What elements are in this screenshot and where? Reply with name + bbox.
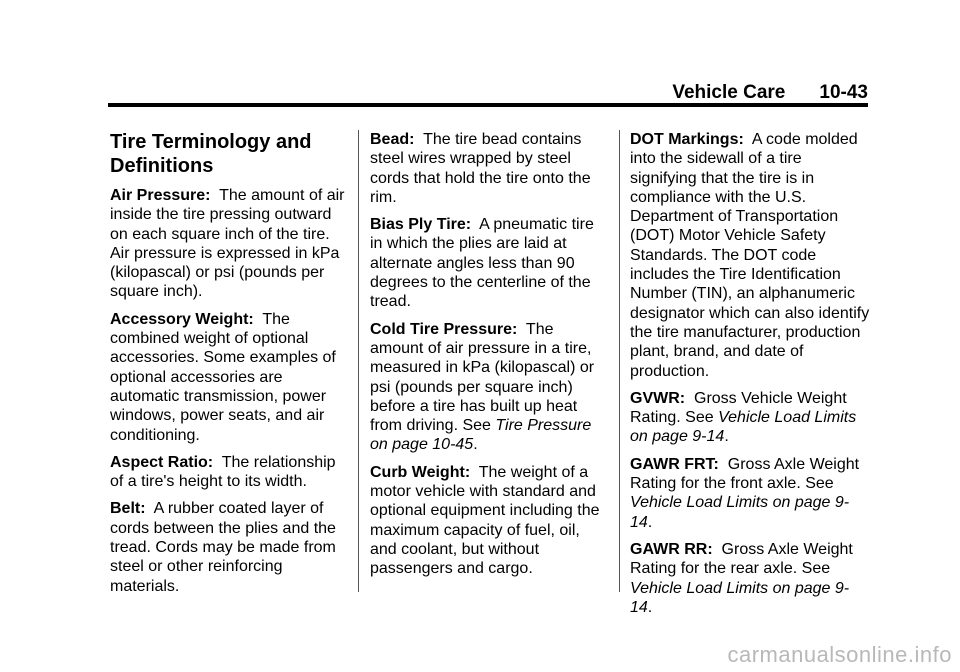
- definition-term: Curb Weight: [370, 463, 465, 481]
- definition-separator: :: [465, 216, 472, 234]
- definition-term: Bead: [370, 131, 410, 148]
- definition-term: DOT Markings: [630, 131, 739, 148]
- definition-separator: :: [248, 310, 254, 328]
- definition-separator: :: [713, 455, 719, 473]
- definition-separator: :: [464, 463, 471, 481]
- definition-text: Gross Axle Weight Rating for the front axle. See: [630, 455, 860, 493]
- definition-entry: [370, 463, 610, 579]
- definition-term: Aspect Ratio: [110, 453, 208, 471]
- definition-tail: .: [473, 436, 478, 454]
- cross-reference-link[interactable]: Tire Pressure on page 10-45: [370, 417, 592, 454]
- definition-separator: :: [511, 320, 518, 338]
- definition-term: Accessory Weight: [110, 310, 249, 328]
- definition-entry: [370, 215, 610, 311]
- page-number: 10-43: [819, 82, 868, 103]
- definition-text: The amount of air pressure in a tire, measured in kPa (kilopascal) or psi (pounds per square inch) before a tire has built up heat from driving. See: [370, 320, 595, 435]
- definition-tail: .: [647, 598, 653, 616]
- definition-tail: .: [724, 428, 729, 446]
- definition-term: Belt: [110, 500, 141, 518]
- definition-separator: :: [205, 187, 211, 204]
- definition-term: Bias Ply Tire: [370, 216, 466, 234]
- definition-list: [370, 130, 610, 579]
- definition-entry: [370, 320, 610, 455]
- definition-entry: [630, 540, 870, 617]
- definition-text: A rubber coated layer of cords between the plies and the tread. Cords may be made from steel or other reinforcing materials.: [110, 500, 336, 595]
- definition-separator: :: [140, 500, 146, 518]
- definition-term: Air Pressure: [110, 187, 206, 204]
- watermark: carmanualsonline.info: [727, 642, 952, 667]
- definition-text: Gross Axle Weight Rating for the rear axle. See: [630, 540, 853, 578]
- definition-list: [110, 186, 350, 596]
- definition-text: Gross Vehicle Weight Rating. See: [630, 389, 847, 427]
- column-2: [370, 130, 610, 587]
- column-divider: [358, 130, 359, 592]
- cross-reference-link[interactable]: Vehicle Load Limits on page 9-14: [630, 409, 857, 446]
- definition-text: The amount of air inside the tire pressing outward on each square inch of the tire. Air pressure is expressed in kPa (kilopascal) or psi (pounds per square inch).: [110, 187, 345, 301]
- definition-text: A code molded into the sidewall of a tire signifying that the tire is in compliance with the U.S. Department of Transportation (DOT) Motor Vehicle Safety Standards. The DOT code includes the Tire Identification Number (TIN), an alphanumeric designator which can also identify the tire manufacturer, production plant, brand, and date of production.: [630, 131, 870, 380]
- definition-term: GVWR: [630, 389, 680, 407]
- definition-entry: [110, 310, 350, 445]
- definition-text: The relationship of a tire's height to its width.: [110, 453, 336, 491]
- definition-separator: :: [679, 389, 686, 407]
- section-heading: Tire Terminology and Definitions: [110, 131, 312, 177]
- definition-entry: [110, 453, 350, 492]
- section-title: Vehicle Care: [672, 82, 786, 103]
- definition-separator: :: [738, 131, 744, 148]
- column-1: [110, 130, 350, 604]
- definition-separator: :: [207, 453, 214, 471]
- definition-term: Cold Tire Pressure: [370, 320, 512, 338]
- definition-entry: [370, 130, 610, 207]
- definition-term: GAWR FRT: [630, 455, 714, 473]
- definition-entry: [630, 389, 870, 447]
- definition-text: The weight of a motor vehicle with standard and optional equipment including the maximum capacity of fuel, oil, and coolant, but without passengers and cargo.: [370, 463, 600, 578]
- definition-text: The combined weight of optional accessories. Some examples of optional accessories are automatic transmission, power windows, power seats, and air conditioning.: [110, 310, 336, 444]
- definition-list: [630, 130, 870, 617]
- definition-entry: [630, 455, 870, 532]
- page-header: [0, 82, 868, 104]
- header-rule: [108, 103, 868, 107]
- definition-text: The tire bead contains steel wires wrapped by steel cords that hold the tire onto the rim.: [370, 131, 591, 206]
- definition-entry: [110, 499, 350, 595]
- definition-text: A pneumatic tire in which the plies are laid at alternate angles less than 90 degrees to the centerline of the tread.: [370, 216, 594, 311]
- definition-tail: .: [647, 513, 653, 531]
- definition-separator: :: [707, 540, 713, 558]
- cross-reference-link[interactable]: Vehicle Load Limits on page 9-14: [630, 579, 850, 616]
- definition-entry: [110, 186, 350, 302]
- definition-entry: [630, 130, 870, 381]
- cross-reference-link[interactable]: Vehicle Load Limits on page 9-14: [630, 494, 850, 531]
- definition-term: GAWR RR: [630, 540, 708, 558]
- column-divider: [619, 130, 620, 592]
- column-3: [630, 130, 870, 625]
- definition-separator: :: [409, 131, 415, 148]
